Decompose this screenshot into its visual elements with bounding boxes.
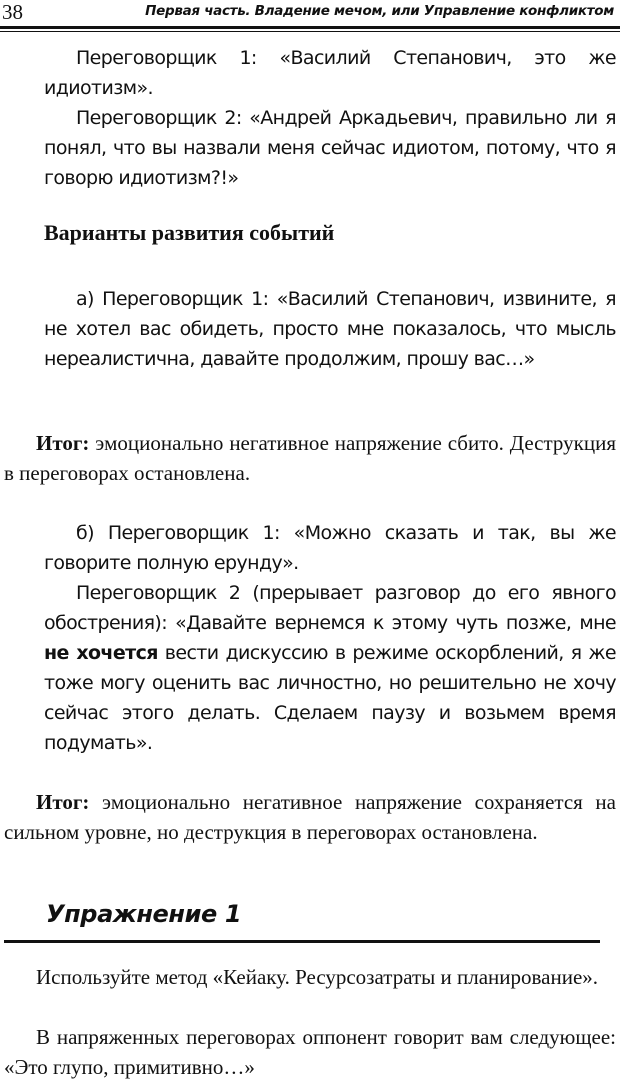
page-header <box>0 0 620 28</box>
result-a-label: Итог: <box>36 431 90 455</box>
header-rule-thick <box>0 26 620 29</box>
result-a-text: эмоционально негативное напряжение сбито. Деструкция в переговорах остановлена. <box>4 431 616 485</box>
dialogue-line-2: Переговорщик 2: «Андрей Аркадьевич, правильно ли я понял, что вы назвали меня сейчас идиотом, потому, что я говорю идиотизм?!» <box>44 107 616 189</box>
exercise-title: Упражнение 1 <box>46 900 242 928</box>
result-b-text: эмоционально негативное напряжение сохраняется на сильном уровне, но деструкция в переговорах остановлена. <box>4 790 616 844</box>
variant-b-emphasis: не хочется <box>44 642 158 664</box>
variant-a-text: а) Переговорщик 1: «Василий Степанович, извините, я не хотел вас обидеть, просто мне показалось, что мысль нереалистична, давайте продолжим, прошу вас…» <box>44 288 616 370</box>
exercise-rule <box>4 940 600 943</box>
variant-b-line-1: б) Переговорщик 1: «Можно сказать и так, вы же говорите полную ерунду». <box>44 522 616 574</box>
exercise-paragraph-1: Используйте метод «Кейаку. Ресурсозатраты и планирование». <box>36 965 599 989</box>
section-title: Варианты развития событий <box>44 220 335 245</box>
variant-b-line-2-start: Переговорщик 2 (прерывает разговор до его явного обострения): «Давайте вернемся к этому чуть позже, мне <box>44 582 616 634</box>
header-rule-thin <box>0 31 620 32</box>
variant-b-line-2-end: вести дискуссию в режиме оскорблений, я же тоже могу оценить вас личностно, но решительно не хочу сейчас этого делать. Сделаем паузу и возьмем время подумать». <box>44 642 617 754</box>
page-number: 38 <box>2 0 23 24</box>
exercise-paragraph-2: В напряженных переговорах оппонент говорит вам следующее: «Это глупо, примитивно…» <box>4 1025 616 1079</box>
dialogue-line-1: Переговорщик 1: «Василий Степанович, это же идиотизм». <box>44 47 616 99</box>
running-head: Первая часть. Владение мечом, или Управление конфликтом <box>145 3 614 19</box>
result-a <box>4 428 616 488</box>
result-b <box>4 787 616 847</box>
variant-b-line-2 <box>44 578 616 758</box>
result-b-label: Итог: <box>36 790 90 814</box>
